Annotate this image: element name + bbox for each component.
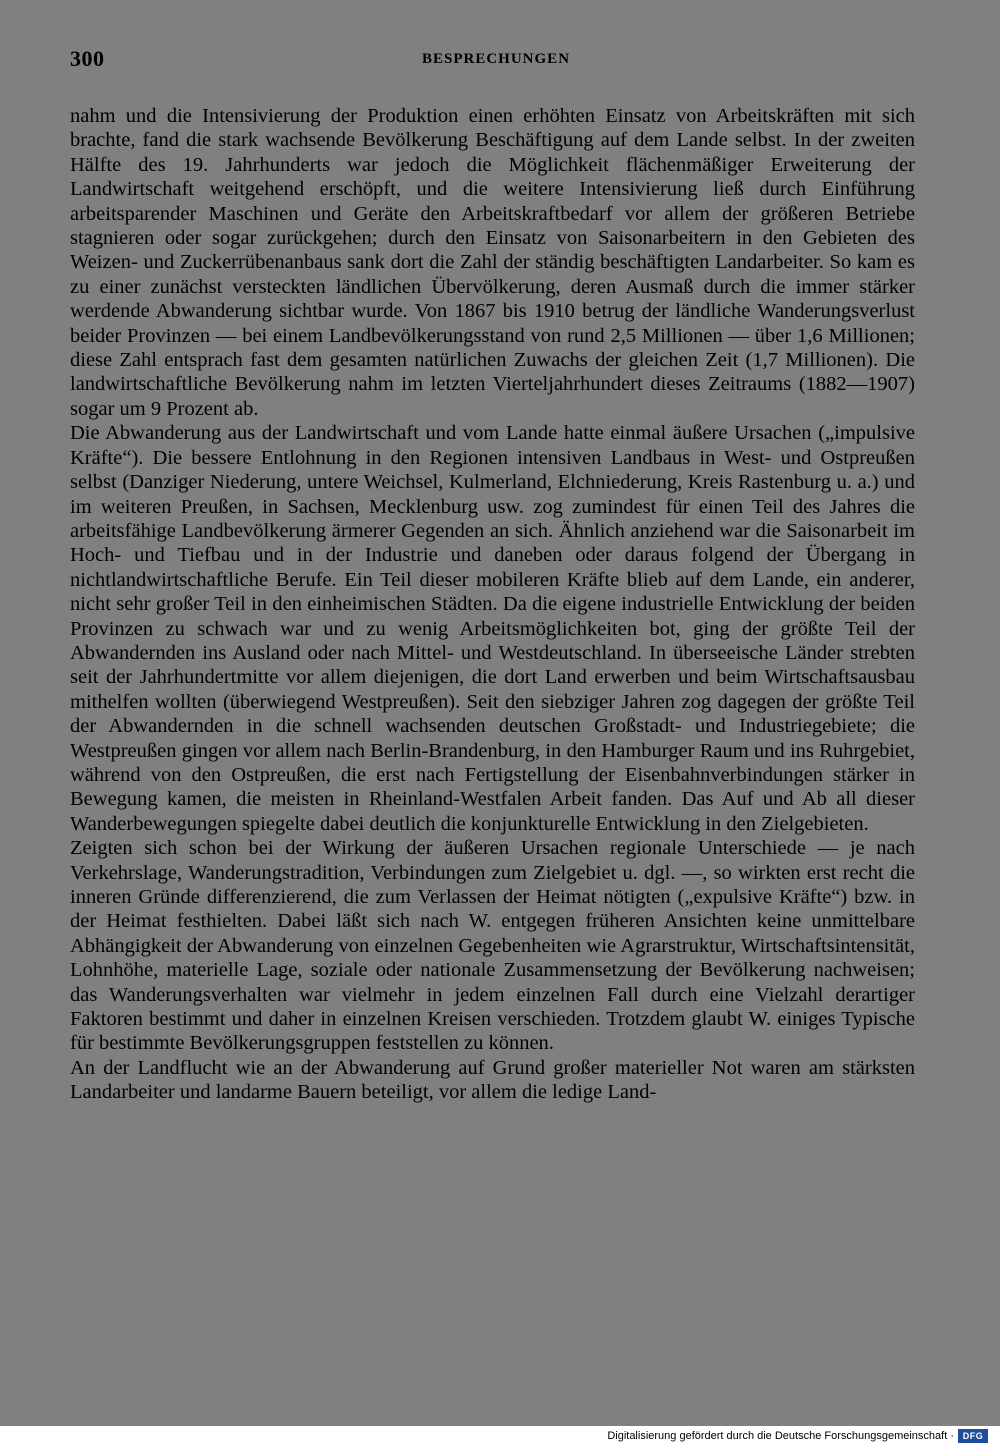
- dfg-logo: DFG: [958, 1429, 988, 1443]
- digitization-footer: [0, 1426, 1000, 1447]
- paragraph: An der Landflucht wie an der Abwanderung auf Grund großer materieller Not waren am stärksten Landarbeiter und landarme Bauern beteiligt, vor allem die ledige Land-: [70, 1056, 915, 1104]
- running-head: BESPRECHUNGEN: [422, 51, 571, 67]
- page-header: [70, 46, 915, 78]
- paragraph: Die Abwanderung aus der Landwirtschaft und vom Lande hatte einmal äußere Ursachen („impulsive Kräfte“). Die bessere Entlohnung in den Regionen intensiven Landbaus in West- und Ostpreußen selbst (Danziger Niederung, untere Weichsel, Kulmerland, Elchniederung, Kreis Rastenburg u. a.) und im weiteren Preußen, in Sachsen, Mecklenburg usw. zog zumindest für einen Teil des Jahres die arbeitsfähige Landbevölkerung ärmerer Gegenden an sich. Ähnlich anziehend war die Saisonarbeit im Hoch- und Tiefbau und in der Industrie und daneben oder daraus folgend der Übergang in nichtlandwirtschaftliche Berufe. Ein Teil dieser mobileren Kräfte blieb auf dem Lande, ein anderer, nicht sehr großer Teil in den einheimischen Städten. Da die eigene industrielle Entwicklung der beiden Provinzen zu schwach war und zu wenig Arbeitsmöglichkeiten bot, ging der größte Teil der Abwandernden ins Ausland oder nach Mittel- und Westdeutschland. In überseeische Länder strebten seit der Jahrhundertmitte vor allem diejenigen, die dort Land erwerben und beim Wirtschaftsausbau mithelfen wollten (überwiegend Westpreußen). Seit den siebziger Jahren zog dagegen der größte Teil der Abwandernden in die schnell wachsenden deutschen Großstadt- und Industriegebiete; die Westpreußen gingen vor allem nach Berlin-Brandenburg, in den Hamburger Raum und ins Ruhrgebiet, während von den Ostpreußen, die erst nach Fertigstellung der Eisenbahnverbindungen stärker in Bewegung kamen, die meisten in Rheinland-Westfalen Arbeit fanden. Das Auf und Ab all dieser Wanderbewegungen spiegelte dabei deutlich die konjunkturelle Entwicklung in den Zielgebieten.: [70, 422, 915, 835]
- funding-note: Digitalisierung gefördert durch die Deutsche Forschungsgemeinschaft ·: [607, 1430, 954, 1442]
- paragraph: nahm und die Intensivierung der Produktion einen erhöhten Einsatz von Arbeitskräften mit sich brachte, fand die stark wachsende Bevölkerung Beschäftigung auf dem Lande selbst. In der zweiten Hälfte des 19. Jahrhunderts war jedoch die Möglichkeit flächenmäßiger Erweiterung der Landwirtschaft weitgehend erschöpft, und die weitere Intensivierung ließ durch Einführung arbeitsparender Maschinen und Geräte den Arbeitskraftbedarf vor allem der größeren Betriebe stagnieren oder sogar zurückgehen; durch den Einsatz von Saisonarbeitern in den Gebieten des Weizen- und Zuckerrübenanbaus sank dort die Zahl der ständig beschäftigten Landarbeiter. So kam es zu einer zunächst versteckten ländlichen Übervölkerung, deren Ausmaß durch die immer stärker werdende Abwanderung sichtbar wurde. Von 1867 bis 1910 betrug der ländliche Wanderungsverlust beider Provinzen — bei einem Landbevölkerungsstand von rund 2,5 Millionen — über 1,6 Millionen; diese Zahl entsprach fast dem gesamten natürlichen Zuwachs der gleichen Zeit (1,7 Millionen). Die landwirtschaftliche Bevölkerung nahm im letzten Vierteljahrhundert dieses Zeitraums (1882—1907) sogar um 9 Prozent ab.: [70, 105, 915, 420]
- paragraph: Zeigten sich schon bei der Wirkung der äußeren Ursachen regionale Unterschiede — je nach Verkehrslage, Wanderungstradition, Verbindungen zum Zielgebiet u. dgl. —, so wirkten erst recht die inneren Gründe differenzierend, die zum Verlassen der Heimat nötigten („expulsive Kräfte“) bzw. in der Heimat festhielten. Dabei läßt sich nach W. entgegen früheren Ansichten keine unmittelbare Abhängigkeit der Abwanderung von einzelnen Gegebenheiten wie Agrarstruktur, Wirtschaftsintensität, Lohnhöhe, materielle Lage, soziale oder nationale Zusammensetzung der Bevölkerung nachweisen; das Wanderungsverhalten war vielmehr in jedem einzelnen Fall durch eine Vielzahl derartiger Faktoren bestimmt und daher in einzelnen Kreisen verschieden. Trotzdem glaubt W. einiges Typische für bestimmte Bevölkerungsgruppen feststellen zu können.: [70, 837, 915, 1055]
- body-text: [70, 104, 915, 1105]
- page-number: 300: [70, 46, 105, 71]
